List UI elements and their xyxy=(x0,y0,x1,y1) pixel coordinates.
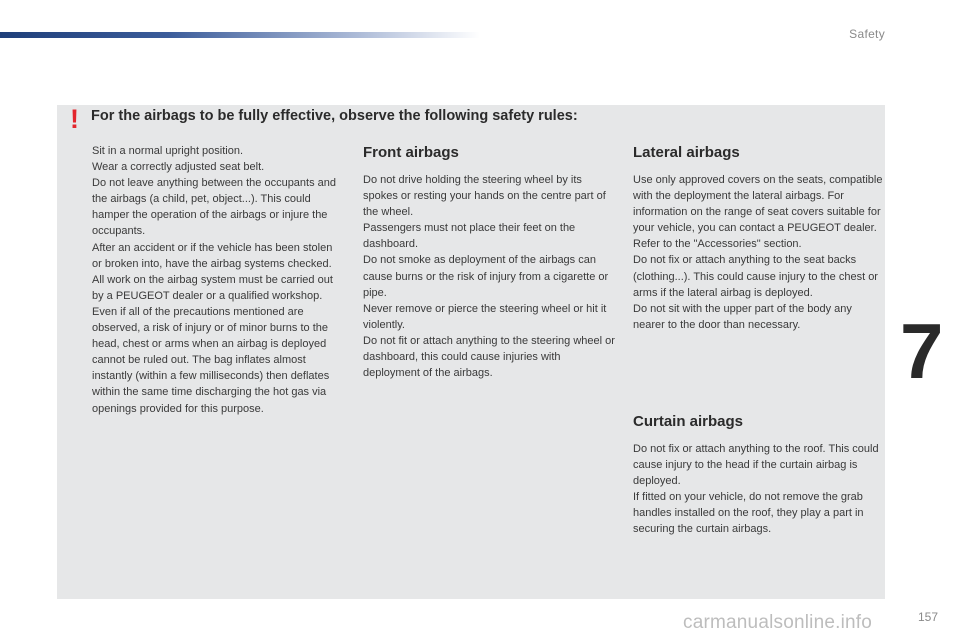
general-rule: After an accident or if the vehicle has been stolen or broken into, have the airbag systems checked. xyxy=(92,241,333,270)
front-airbags-rule: Do not drive holding the steering wheel by its spokes or resting your hands on the centre part of the wheel. xyxy=(363,174,606,219)
general-rules-column xyxy=(92,143,344,417)
front-airbags-column xyxy=(363,143,615,381)
general-rule: Even if all of the precautions mentioned are observed, a risk of injury or of minor burns to the head, chest or arms when an airbag is deployed cannot be ruled out. The bag inflates almost instantly (within a few milliseconds) then deflates within the same time discharging the hot gas via openings provided for this purpose. xyxy=(92,305,330,415)
curtain-airbags-title: Curtain airbags xyxy=(633,413,744,430)
page-number: 157 xyxy=(917,610,938,624)
front-airbags-rule: Never remove or pierce the steering wheel or hit it violently. xyxy=(363,302,607,331)
curtain-airbags-rule: Do not fix or attach anything to the roof. This could cause injury to the head if the curtain airbag is deployed. xyxy=(633,443,879,488)
panel-heading: For the airbags to be fully effective, observe the following safety rules: xyxy=(91,108,578,124)
lateral-airbags-column xyxy=(633,143,883,333)
chapter-number: 7 xyxy=(900,307,944,395)
curtain-airbags-rule: If fitted on your vehicle, do not remove the grab handles installed on the roof, they play a part in securing the curtain airbags. xyxy=(633,491,864,536)
front-airbags-rule: Do not smoke as deployment of the airbags can cause burns or the risk of injury from a cigarette or pipe. xyxy=(363,254,609,299)
lateral-airbags-title: Lateral airbags xyxy=(633,144,740,161)
header-accent-bar xyxy=(0,32,480,38)
lateral-airbags-rule: Refer to the "Accessories" section. xyxy=(633,238,802,251)
general-rule: Wear a correctly adjusted seat belt. xyxy=(92,161,265,174)
curtain-airbags-column xyxy=(633,412,883,538)
warning-exclamation-icon: ! xyxy=(70,104,79,134)
front-airbags-rule: Passengers must not place their feet on the dashboard. xyxy=(363,222,576,251)
general-rule: Do not leave anything between the occupants and the airbags (a child, pet, object...). This could hamper the operation of the airbags or injure the occupants. xyxy=(92,177,337,238)
general-rule: All work on the airbag system must be carried out by a PEUGEOT dealer or a qualified workshop. xyxy=(92,273,333,302)
front-airbags-title: Front airbags xyxy=(363,144,459,161)
front-airbags-rule: Do not fit or attach anything to the steering wheel or dashboard, this could cause injuries with deployment of the airbags. xyxy=(363,334,615,380)
watermark-text: carmanualsonline.info xyxy=(683,612,873,633)
lateral-airbags-rule: Use only approved covers on the seats, compatible with the deployment the lateral airbags. For information on the range of seat covers suitable for your vehicle, you can contact a PEUGEOT dealer. xyxy=(633,174,883,235)
lateral-airbags-rule: Do not fix or attach anything to the seat backs (clothing...). This could cause injury to the chest or arms if the lateral airbag is deployed. xyxy=(633,254,878,299)
lateral-airbags-rule: Do not sit with the upper part of the body any nearer to the door than necessary. xyxy=(633,302,852,331)
general-rule: Sit in a normal upright position. xyxy=(92,145,244,157)
section-title: Safety xyxy=(849,27,885,41)
